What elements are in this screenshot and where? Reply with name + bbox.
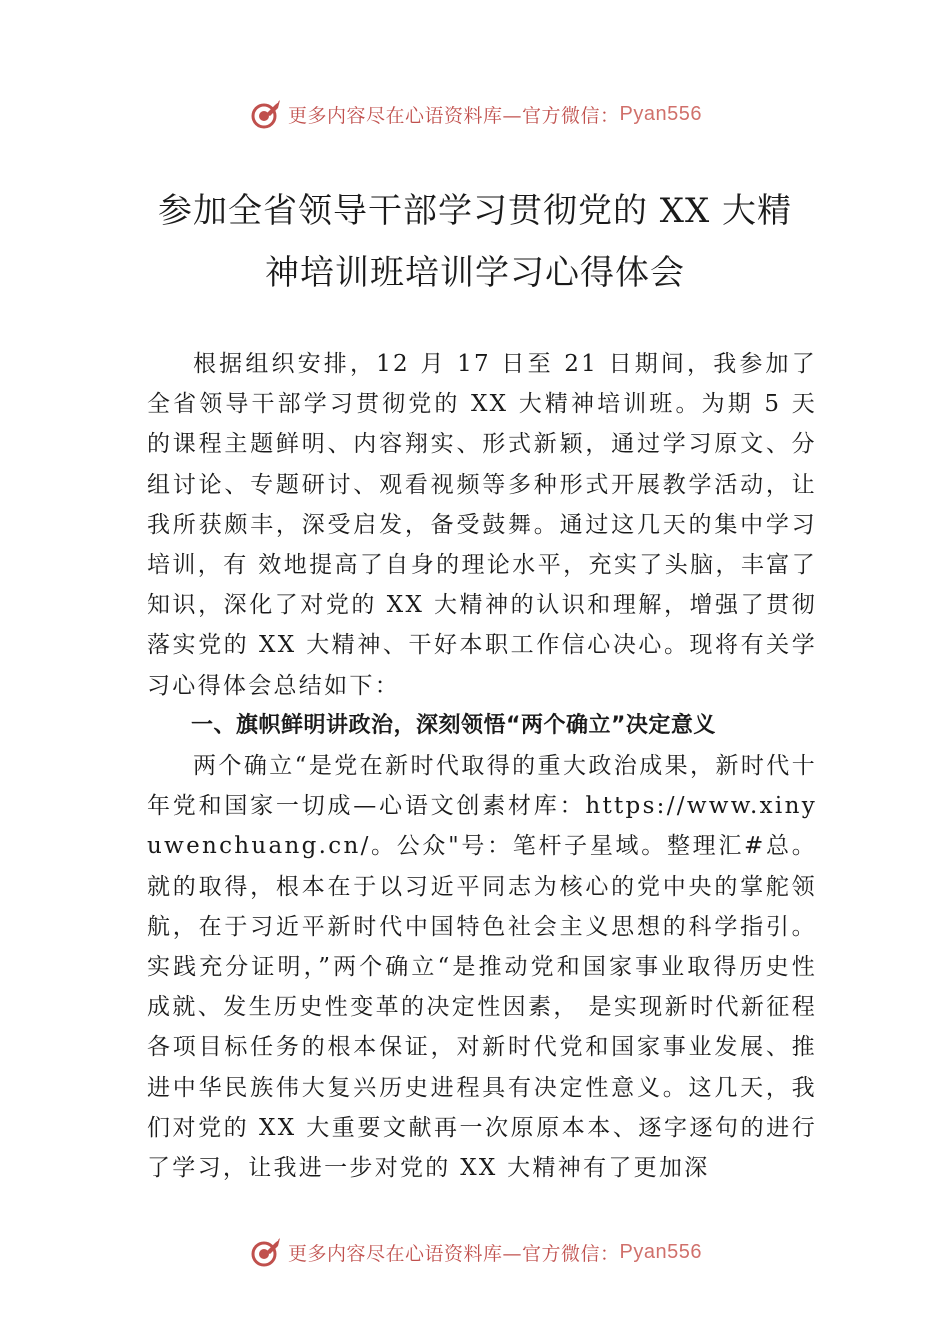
paragraph-1-text: 根据组织安排，12 月 17 日至 21 日期间，我参加了全省领导干部学习贯彻党的 XX 大精神培训班。为期 5 天的课程主题鲜明、内容翔实、形式新颖，通过学习原文、分组讨论、专题研讨、观看视频等多种形式开展教学活动，让我所获颇丰，深受启发，备受鼓舞。通过这几天的集中学习培训，有 效地提高了自身的理论水平，充实了头脑，丰富了知识，深化了对党的 XX 大精神的认识和理解，增强了贯彻落实党的 XX 大精神、干好本职工作信心决心。现将有关学习心得体会总结如下：	[147, 351, 817, 699]
paragraph-2-text: 两个确立“是党在新时代取得的重大政治成果，新时代十年党和国家一切成—心语文创素材库：https://www.xinyuwenchuang.cn/。公众"号：笔杆子星域。整理汇#总。就的取得，根本在于以习近平同志为核心的党中央的掌舵领航，在于习近平新时代中国特色社会主义思想的科学指引。实践充分证明，”两个确立“是推动党和国家事业取得历史性成就、发生历史性变革的决定性因素， 是实现新时代新征程各项目标任务的根本保证，对新时代党和国家事业发展、推进中华民族伟大复兴历史进程具有决定性意义。这几天，我们对党的 XX 大重要文献再一次原原本本、逐字逐句的进行了学习，让我进一步对党的 XX 大精神有了更加深	[147, 753, 817, 1182]
section-heading: 一、旗帜鲜明讲政治，深刻领悟“两个确立”决定意义	[191, 712, 716, 738]
body-paragraph	[147, 746, 817, 1188]
title-line-1: 参加全省领导干部学习贯彻党的 XX 大精	[157, 191, 793, 231]
header-watermark-banner	[0, 94, 950, 134]
document-title	[0, 180, 950, 304]
banner-text: 更多内容尽在心语资料库—官方微信：	[288, 1242, 620, 1265]
footer-watermark-banner	[0, 1232, 950, 1272]
body-paragraph	[147, 344, 817, 706]
quill-logo-icon	[248, 1234, 284, 1270]
banner-wechat-id: Pyan556	[619, 1240, 702, 1263]
document-body	[147, 344, 817, 1188]
banner-text: 更多内容尽在心语资料库—官方微信：	[288, 104, 620, 127]
title-line-2: 神培训班培训学习心得体会	[265, 253, 685, 293]
banner-wechat-id: Pyan556	[619, 102, 702, 125]
quill-logo-icon	[248, 96, 284, 132]
